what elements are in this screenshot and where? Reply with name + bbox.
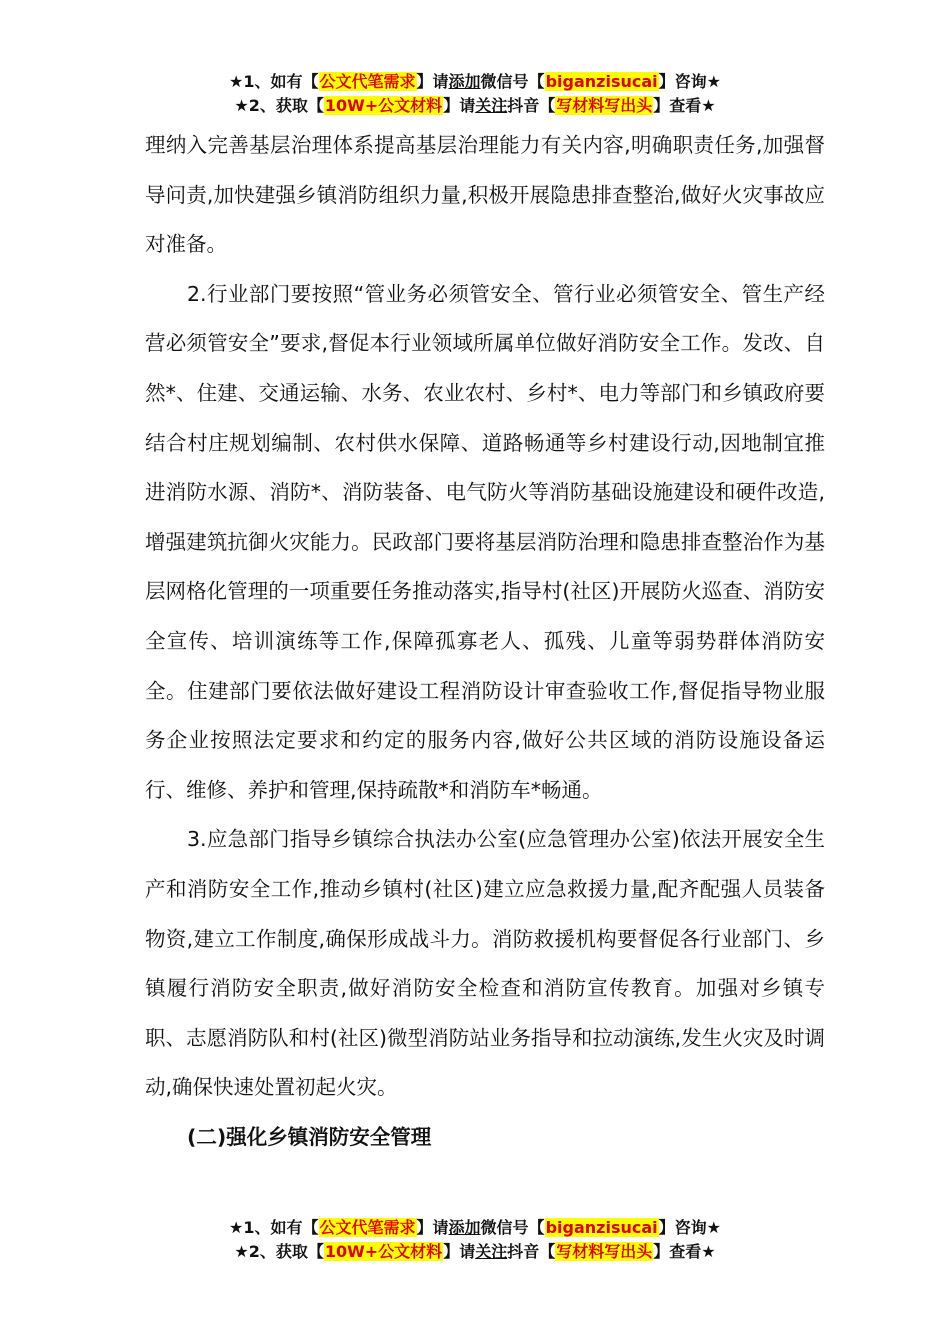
promo-line-2	[0, 1240, 950, 1264]
footer-promo-banner	[0, 1216, 950, 1264]
promo-line-2	[0, 94, 950, 118]
paragraph-industry-departments: 2.行业部门要按照“管业务必须管安全、管行业必须管安全、管生产经营必须管安全”要求,督促本行业领域所属单位做好消防安全工作。发改、自然*、住建、交通运输、水务、农业农村、乡村*、电力等部门和乡镇政府要结合村庄规划编制、农村供水保障、道路畅通等乡村建设行动,因地制宜推进消防水源、消防*、消防装备、电气防火等消防基础设施建设和硬件改造,增强建筑抗御火灾能力。民政部门要将基层消防治理和隐患排查整治作为基层网格化管理的一项重要任务推动落实,指导村(社区)开展防火巡查、消防安全宣传、培训演练等工作,保障孤寡老人、孤残、儿童等弱势群体消防安全。住建部门要依法做好建设工程消防设计审查验收工作,督促指导物业服务企业按照法定要求和约定的服务内容,做好公共区域的消防设施设备运行、维修、养护和管理,保持疏散*和消防车*畅通。	[145, 281, 825, 802]
promo-line-2-mid: 】请	[443, 1242, 476, 1261]
promo-line-1-prefix: ★1、如有【	[229, 1218, 319, 1237]
promo-line-2-suffix: 】查看★	[653, 96, 716, 115]
promo-underlined-add: 添加	[448, 72, 481, 91]
promo-line-2-suffix: 】查看★	[653, 1242, 716, 1261]
promo-line-2-mid: 】请	[443, 96, 476, 115]
promo-line-2-mid2: 抖音【	[507, 1242, 556, 1261]
paragraph-emergency-departments: 3.应急部门指导乡镇综合执法办公室(应急管理办公室)依法开展安全生产和消防安全工作,推动乡镇村(社区)建立应急救援力量,配齐配强人员装备物资,建立工作制度,确保形成战斗力。消防救援机构要督促各行业部门、乡镇履行消防安全职责,做好消防安全检查和消防宣传教育。加强对乡镇专职、志愿消防队和村(社区)微型消防站业务指导和拉动演练,发生火灾及时调动,确保快速处置初起火灾。	[145, 827, 825, 1100]
promo-line-1-mid: 】请	[416, 72, 449, 91]
promo-line-1	[0, 70, 950, 94]
promo-line-1-suffix: 】咨询★	[658, 72, 721, 91]
promo-line-1	[0, 1216, 950, 1240]
promo-line-2-prefix: ★2、获取【	[234, 96, 324, 115]
promo-underlined-follow: 关注	[475, 1242, 508, 1261]
promo-line-1-suffix: 】咨询★	[658, 1218, 721, 1237]
promo-highlight-wechat-id: biganzisucai	[545, 72, 658, 91]
promo-underlined-add: 添加	[448, 1218, 481, 1237]
promo-line-2-mid2: 抖音【	[507, 96, 556, 115]
promo-highlight-materials: 10W+公文材料	[324, 1242, 443, 1261]
document-body	[145, 121, 825, 1162]
promo-highlight-materials: 10W+公文材料	[324, 96, 443, 115]
promo-highlight-service: 公文代笔需求	[319, 72, 416, 91]
section-heading: (二)强化乡镇消防安全管理	[187, 1124, 432, 1149]
header-promo-banner	[0, 70, 950, 118]
promo-line-1-mid: 】请	[416, 1218, 449, 1237]
promo-underlined-follow: 关注	[475, 96, 508, 115]
paragraph-continuation: 理纳入完善基层治理体系提高基层治理能力有关内容,明确职责任务,加强督导问责,加快建强乡镇消防组织力量,积极开展隐患排查整治,做好火灾事故应对准备。	[145, 133, 825, 257]
promo-line-2-prefix: ★2、获取【	[234, 1242, 324, 1261]
promo-highlight-douyin: 写材料写出头	[556, 96, 653, 115]
promo-highlight-douyin: 写材料写出头	[556, 1242, 653, 1261]
promo-line-1-prefix: ★1、如有【	[229, 72, 319, 91]
promo-highlight-wechat-id: biganzisucai	[545, 1218, 658, 1237]
promo-line-1-mid2: 微信号【	[480, 1218, 545, 1237]
promo-line-1-mid2: 微信号【	[480, 72, 545, 91]
promo-highlight-service: 公文代笔需求	[319, 1218, 416, 1237]
